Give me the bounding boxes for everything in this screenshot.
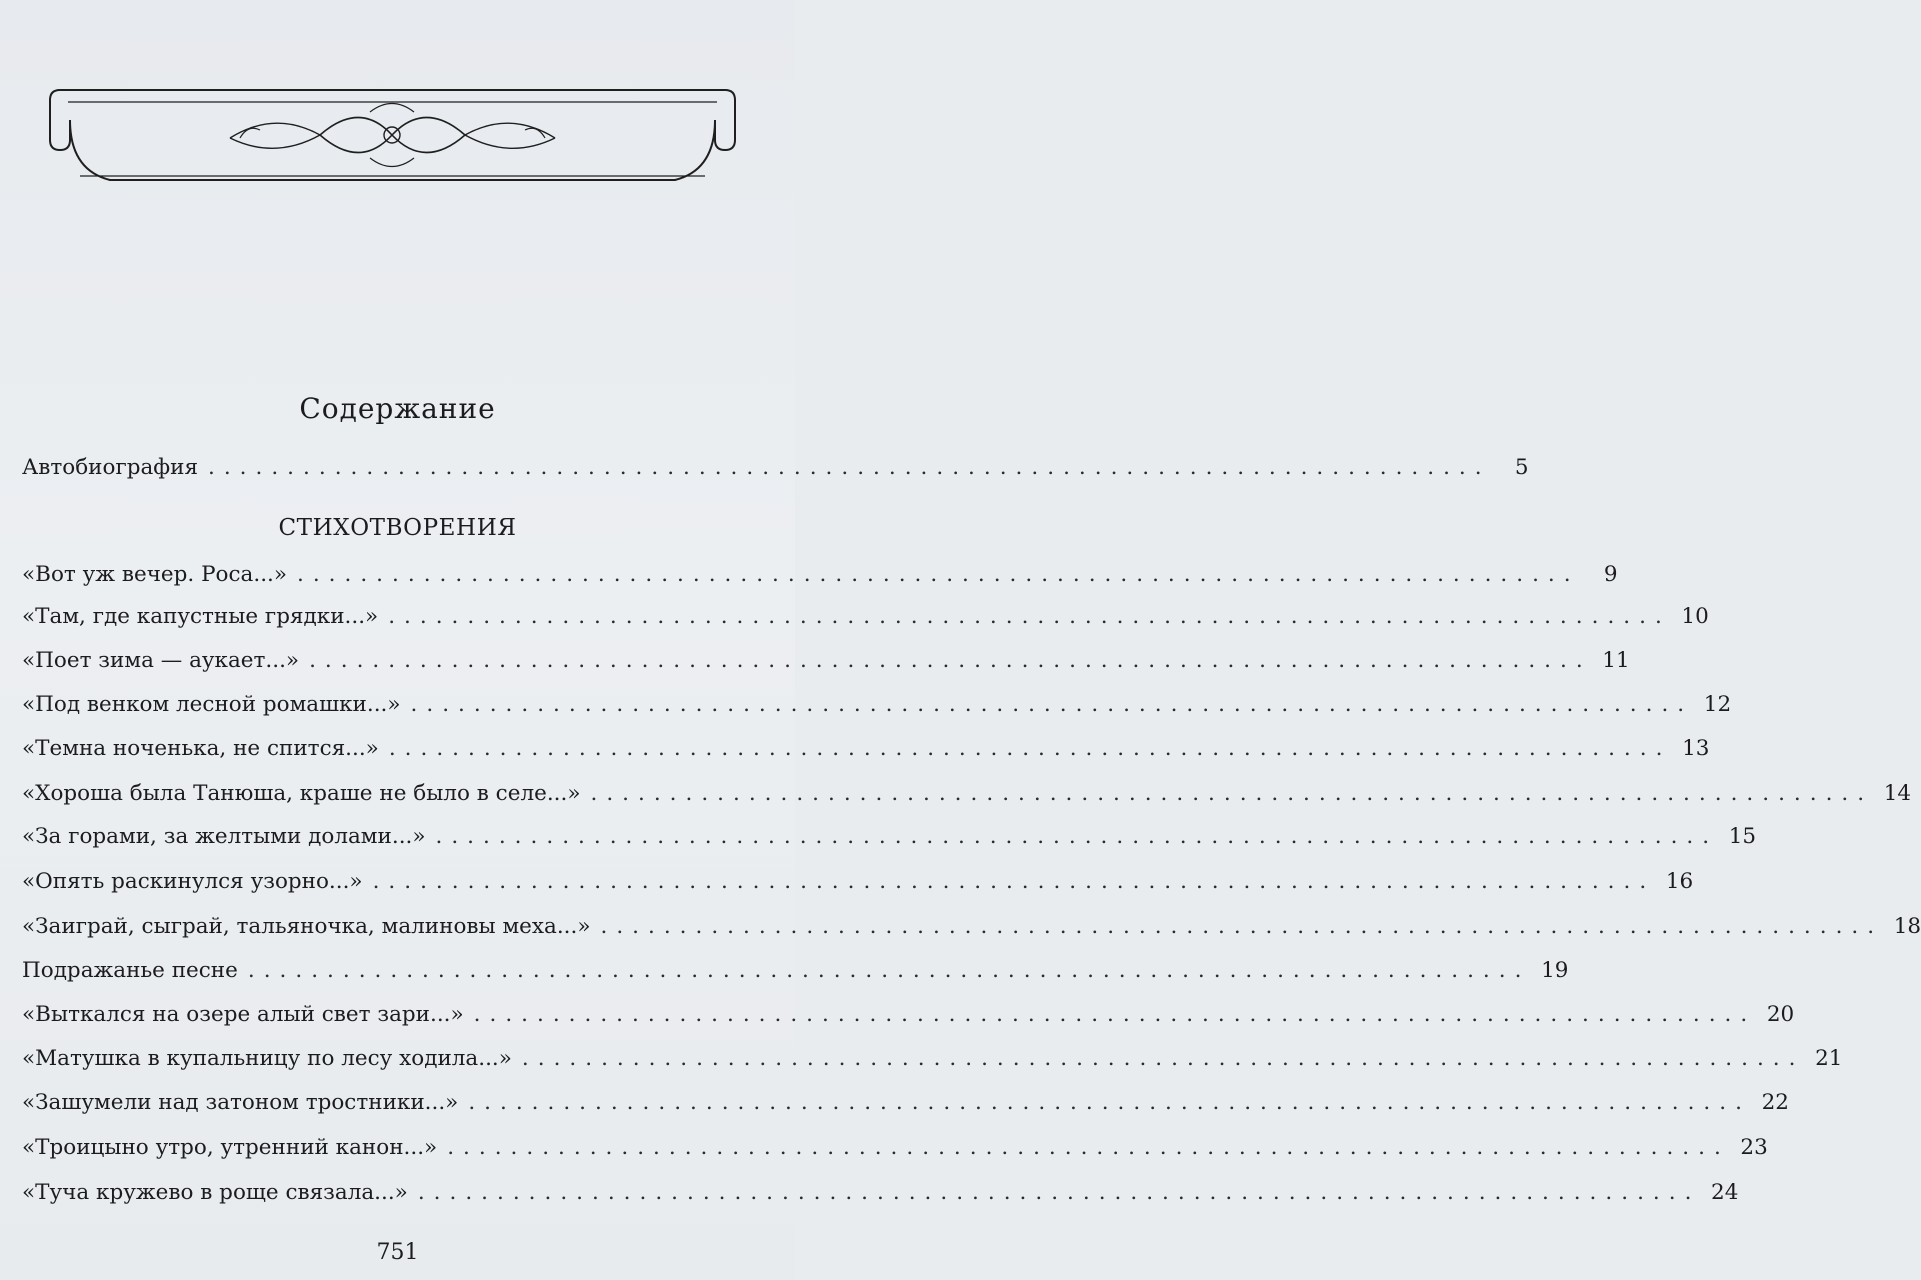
toc-entry-title: «Там, где капустные грядки...» xyxy=(22,604,379,629)
toc-leader-dots: ................................................................................. xyxy=(590,781,1874,806)
section-heading: СТИХОТВОРЕНИЯ xyxy=(278,515,517,541)
toc-entry xyxy=(22,562,1618,596)
toc-entry xyxy=(22,824,1757,858)
toc-entry-page: 18 xyxy=(1893,914,1921,939)
page-number: 751 xyxy=(376,1240,419,1265)
toc-leader-dots: ................................................................................. xyxy=(372,869,1656,894)
toc-entry-title: Автобиография xyxy=(22,455,199,480)
toc-entry-title: «Вот уж вечер. Роса...» xyxy=(22,562,288,587)
toc-entry-page: 24 xyxy=(1711,1180,1739,1205)
toc-entry-page: 21 xyxy=(1815,1046,1843,1071)
toc-entry xyxy=(22,1180,1739,1214)
toc-entry-title: «Троицыно утро, утренний канон...» xyxy=(22,1135,438,1160)
toc-entry-title: «Туча кружево в роще связала...» xyxy=(22,1180,408,1205)
toc-entry-title: Подражанье песне xyxy=(22,958,238,983)
toc-entry-page: 23 xyxy=(1740,1135,1768,1160)
toc-entry-title: «Хороша была Танюша, краше не было в селе...» xyxy=(22,781,581,806)
toc-entry-title: «Поет зима — аукает...» xyxy=(22,648,300,673)
toc-entry xyxy=(22,1090,1789,1124)
toc-leader-dots: ................................................................................. xyxy=(297,562,1580,587)
decorative-ornament-frame xyxy=(40,80,745,190)
toc-leader-dots: ................................................................................. xyxy=(247,958,1531,983)
toc-leader-dots: ................................................................................. xyxy=(388,604,1671,629)
toc-entry-page: 19 xyxy=(1541,958,1569,983)
toc-entry-title: «Под венком лесной ромашки...» xyxy=(22,692,401,717)
toc-entry-page: 12 xyxy=(1703,692,1732,717)
toc-entry-title: «Заиграй, сыграй, тальяночка, малиновы меха...» xyxy=(22,914,591,939)
page-title: Содержание xyxy=(299,392,496,425)
toc-leader-dots: ................................................................................. xyxy=(388,736,1672,761)
toc-leader-dots: ................................................................................. xyxy=(521,1046,1805,1071)
toc-leader-dots: ................................................................................. xyxy=(208,455,1491,480)
toc-entry-title: «За горами, за желтыми долами...» xyxy=(22,824,426,849)
toc-leader-dots: ................................................................................. xyxy=(473,1002,1757,1027)
toc-entry-title: «Опять раскинулся узорно...» xyxy=(22,869,363,894)
toc-entry-page: 20 xyxy=(1766,1002,1795,1027)
toc-entry-page: 10 xyxy=(1681,604,1709,629)
toc-entry-title: «Темна ноченька, не спится...» xyxy=(22,736,379,761)
toc-entry xyxy=(22,692,1732,726)
toc-leader-dots: ................................................................................. xyxy=(600,914,1884,939)
toc-leader-dots: ................................................................................. xyxy=(309,648,1592,673)
toc-leader-dots: ................................................................................. xyxy=(410,692,1694,717)
toc-entry-page: 22 xyxy=(1761,1090,1789,1115)
toc-entry xyxy=(22,869,1694,903)
toc-entry xyxy=(22,455,1529,489)
toc-entry xyxy=(22,781,1912,815)
toc-entry xyxy=(22,648,1630,682)
toc-entry xyxy=(22,958,1569,992)
toc-entry-page: 15 xyxy=(1728,824,1757,849)
toc-entry-page: 5 xyxy=(1514,455,1529,480)
toc-entry-page: 9 xyxy=(1603,562,1618,587)
toc-entry xyxy=(22,1135,1768,1169)
toc-entry-page: 16 xyxy=(1665,869,1694,894)
toc-entry xyxy=(22,604,1709,638)
toc-leader-dots: ................................................................................. xyxy=(468,1090,1751,1115)
toc-entry-page: 14 xyxy=(1883,781,1912,806)
toc-entry xyxy=(22,1002,1795,1036)
toc-leader-dots: ................................................................................. xyxy=(417,1180,1701,1205)
toc-entry xyxy=(22,914,1921,948)
toc-leader-dots: ................................................................................. xyxy=(435,824,1719,849)
toc-leader-dots: ................................................................................. xyxy=(447,1135,1730,1160)
toc-entry-title: «Выткался на озере алый свет зари...» xyxy=(22,1002,464,1027)
toc-entry-page: 11 xyxy=(1602,648,1630,673)
toc-entry xyxy=(22,1046,1843,1080)
toc-entry xyxy=(22,736,1710,770)
toc-entry-title: «Матушка в купальницу по лесу ходила...» xyxy=(22,1046,512,1071)
toc-entry-page: 13 xyxy=(1682,736,1710,761)
toc-entry-title: «Зашумели над затоном тростники...» xyxy=(22,1090,459,1115)
